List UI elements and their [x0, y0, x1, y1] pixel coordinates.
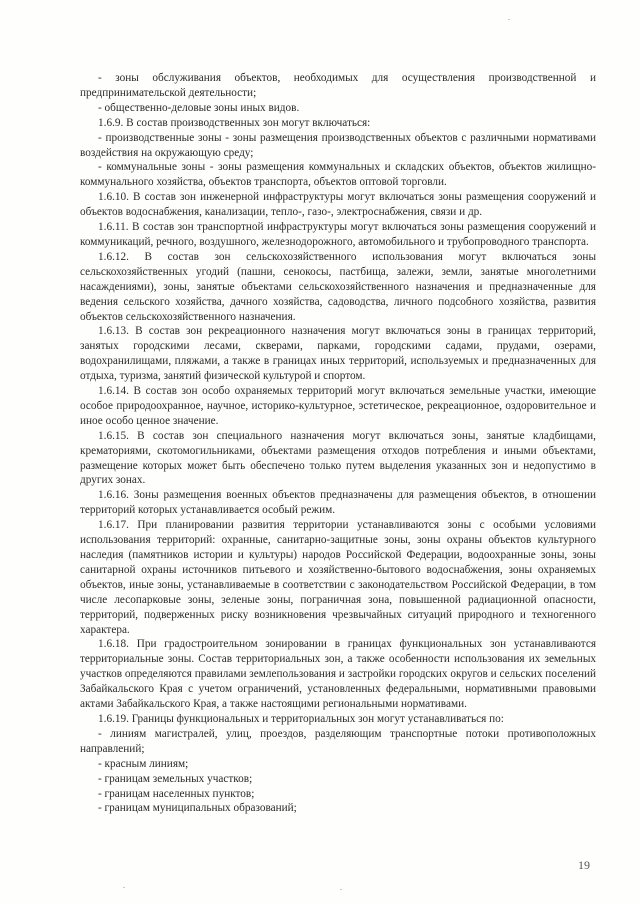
paragraph-production-zones: - производственные зоны - зоны размещения производственных объектов с различными нормативами воздействия на окружающую среду; [80, 131, 596, 159]
paragraph-business-zones: - общественно-деловые зоны иных видов. [98, 101, 300, 114]
page-number: 19 [578, 858, 590, 872]
paragraph-1-6-16: 1.6.16. Зоны размещения военных объектов предназначены для размещения объектов, в отношении территорий которых устанавливается особый режим. [80, 489, 596, 517]
paragraph-service-zones: - зоны обслуживания объектов, необходимых для осуществления производственной и предпринимательской деятельности; [80, 72, 596, 99]
paragraph-1-6-9: 1.6.9. В состав производственных зон могут включаться: [98, 116, 371, 129]
paragraph-1-6-14: 1.6.14. В состав зон особо охраняемых территорий могут включаться земельные участки, имеющие особое природоохранное, научное, историко-культурное, эстетическое, рекреационное, оздоровительное и иное особо ценное значение. [80, 385, 596, 427]
list-item-highways: - линиям магистралей, улиц, проездов, разделяющим транспортные потоки противоположных направлений; [80, 727, 596, 755]
paragraph-1-6-12: 1.6.12. В состав зон сельскохозяйственного использования могут включаться зоны сельскохозяйственных угодий (пашни, сенокосы, пастбища, залежи, земли, занятые многолетними насаждениями), зоны, занятые объектами сельскохозяйственного назначения и предназначенные для ведения сельского хозяйства, дачного хозяйства, садоводства, личного подсобного хозяйства, развития объектов сельскохозяйственного назначения. [80, 250, 596, 323]
paragraph-1-6-15: 1.6.15. В состав зон специального назначения могут включаться зоны, занятые кладбищами, крематориями, скотомогильниками, объектами размещения отходов потребления и иными объектами, размещение которых может быть обеспечено только путем выделения указанных зон и недопустимо в других зонах. [80, 429, 596, 487]
paragraph-1-6-11: 1.6.11. В состав зон транспортной инфраструктуры могут включаться зоны размещения сооружений и коммуникаций, речного, воздушного, железнодорожного, автомобильного и трубопроводного транспорта. [80, 221, 596, 248]
list-item-municipalities: - границам муниципальных образований; [98, 802, 297, 815]
scan-speck [340, 889, 342, 890]
paragraph-1-6-18: 1.6.18. При градостроительном зонировании в границах функциональных зон устанавливаются территориальные зоны. Состав территориальных зон, а также особенности использования их земельных участков определяются правилами землепользования и застройки городских округов и сельских поселений Забайкальского Края с учетом ограничений, установленных федеральными, нормативными правовыми актами Забайкальского Края, а также настоящими региональными нормативами. [80, 638, 596, 711]
list-item-land-plots: - границам земельных участков; [98, 772, 253, 785]
document-body [80, 71, 596, 816]
paragraph-1-6-10: 1.6.10. В состав зон инженерной инфраструктуры могут включаться зоны размещения сооружений и объектов водоснабжения, канализации, тепло-, газо-, электроснабжения, связи и др. [80, 191, 596, 219]
paragraph-1-6-13: 1.6.13. В состав зон рекреационного назначения могут включаться зоны в границах территорий, занятых городскими лесами, скверами, парками, городскими садами, прудами, озерами, водохранилищами, пляжами, а также в границах иных территорий, используемых и предназначенных для отдыха, туризма, занятий физической культурой и спортом. [80, 325, 596, 383]
scan-speck [123, 887, 125, 888]
paragraph-1-6-17: 1.6.17. При планировании развития территории устанавливаются зоны с особыми условиями использования территорий: охранные, санитарно-защитные зоны, зоны охраны объектов культурного наследия (памятников истории и культуры) народов Российской Федерации, водоохранные зоны, зоны санитарной охраны источников питьевого и хозяйственно-бытового водоснабжения, зоны охраняемых объектов, иные зоны, устанавливаемые в соответствии с законодательством Российской Федерации, в том числе лесопарковые зоны, зеленые зоны, пограничная зона, повышенной радиационной опасности, территорий, подверженных риску возникновения чрезвычайных ситуаций природного и техногенного характера. [80, 519, 596, 636]
scan-speck [508, 19, 510, 20]
list-item-settlements: - границам населенных пунктов; [98, 787, 255, 800]
list-item-red-lines: - красным линиям; [98, 757, 189, 770]
paragraph-1-6-19: 1.6.19. Границы функциональных и территориальных зон могут устанавливаться по: [98, 712, 504, 725]
paragraph-communal-zones: - коммунальные зоны - зоны размещения коммунальных и складских объектов, объектов жилищно-коммунального хозяйства, объектов транспорта, объектов оптовой торговли. [80, 161, 596, 189]
